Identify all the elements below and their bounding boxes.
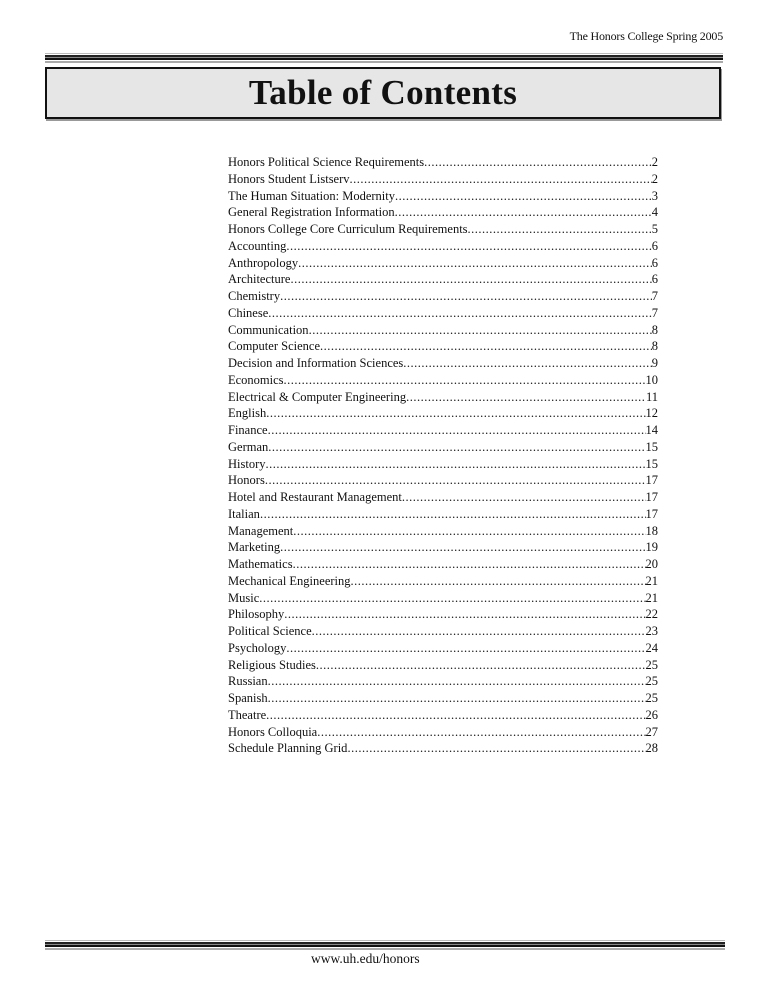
toc-entry-label: General Registration Information [228,205,395,220]
toc-entry [228,306,658,323]
toc-entry-page: 24 [645,640,658,655]
toc-entry [228,406,658,423]
dot-leader [286,239,651,254]
toc-entry-page: 7 [651,305,658,320]
toc-entry [228,708,658,725]
toc-entry-page: 26 [645,707,658,722]
toc-entry-page: 12 [645,406,658,421]
toc-entry-page: 5 [651,222,658,236]
dot-leader [286,641,645,656]
toc-entry [228,239,658,256]
toc-entry [228,725,658,742]
toc-entry-label: Electrical & Computer Engineering [228,389,407,404]
toc-entry [228,658,658,675]
toc-entry-page: 21 [645,573,658,588]
toc-entry [228,507,658,524]
toc-entry [228,624,658,641]
dot-leader [266,406,645,421]
toc-entry-label: Theatre [228,707,267,722]
dot-leader [268,440,645,455]
dot-leader [290,272,651,287]
toc-entry [228,423,658,440]
dot-leader [268,306,651,321]
toc-entry [228,339,658,356]
toc-entry [228,289,658,306]
toc-entry [228,490,658,507]
running-header: The Honors College Spring 2005 [569,29,723,43]
toc-entry-page: 25 [645,657,658,672]
toc-entry [228,373,658,390]
toc-entry [228,641,658,658]
toc-entry-label: Finance [228,423,268,437]
toc-entry-page: 17 [645,473,658,488]
toc-entry-label: Russian [228,674,268,689]
toc-entry-page: 7 [651,289,658,303]
toc-entry-page: 2 [651,171,658,186]
dot-leader [402,490,646,505]
table-of-contents [228,155,658,758]
toc-entry [228,440,658,457]
toc-entry-label: Mathematics [228,557,293,571]
toc-entry-label: Marketing [228,540,281,555]
dot-leader [280,540,645,555]
dot-leader [424,155,652,170]
toc-entry-label: Hotel and Restaurant Management [228,490,402,504]
toc-entry-label: Mechanical Engineering [228,573,351,588]
toc-entry-label: Economics [228,372,284,387]
toc-entry-label: Italian [228,506,260,521]
toc-entry-label: Chinese [228,305,269,320]
toc-entry [228,256,658,273]
toc-entry-page: 6 [651,255,658,270]
toc-entry-label: Chemistry [228,289,281,303]
toc-entry-label: Spanish [228,691,268,705]
toc-entry-page: 10 [645,372,658,387]
dot-leader [395,189,652,204]
toc-entry-label: Honors Political Science Requirements [228,155,425,169]
toc-entry [228,172,658,189]
page-title: Table of Contents [248,73,518,112]
dot-leader [317,725,645,740]
toc-entry [228,674,658,691]
dot-leader [395,205,652,220]
toc-entry-label: German [228,439,269,454]
toc-entry-label: Schedule Planning Grid [228,741,348,756]
toc-entry-label: Honors Colloquia [228,724,318,739]
toc-entry-page: 9 [651,356,658,370]
toc-entry-page: 23 [645,624,658,638]
footer-rule [45,940,725,950]
toc-entry-page: 8 [651,339,658,354]
toc-entry-page: 8 [651,322,658,337]
toc-entry [228,557,658,574]
toc-entry [228,607,658,624]
toc-entry [228,356,658,373]
toc-entry-page: 17 [645,506,658,521]
dot-leader [312,624,646,639]
toc-entry [228,524,658,541]
dot-leader [350,172,652,187]
toc-entry [228,205,658,222]
dot-leader [320,339,652,354]
dot-leader [347,741,645,756]
toc-entry [228,323,658,340]
toc-entry-page: 21 [645,590,658,605]
toc-entry [228,272,658,289]
toc-entry-label: Music [228,590,260,605]
toc-entry [228,691,658,708]
dot-leader [268,674,646,689]
toc-entry [228,222,658,239]
toc-entry [228,591,658,608]
toc-entry-page: 25 [645,674,658,689]
toc-entry-page: 14 [645,423,658,437]
toc-entry-label: Architecture [228,272,291,287]
dot-leader [298,256,652,271]
toc-entry-label: English [228,406,267,421]
toc-entry-label: Honors [228,473,265,488]
toc-entry-label: Communication [228,322,309,337]
toc-entry-page: 28 [645,741,658,756]
toc-entry-page: 15 [645,456,658,471]
toc-entry-page: 6 [651,238,658,253]
dot-leader [403,356,651,371]
toc-entry [228,155,658,172]
toc-entry-page: 2 [651,155,658,169]
toc-entry-label: Honors College Core Curriculum Requirements [228,222,468,236]
toc-entry-page: 27 [645,724,658,739]
toc-entry [228,457,658,474]
dot-leader [266,457,646,472]
toc-entry-page: 4 [651,205,658,220]
toc-entry [228,473,658,490]
dot-leader [293,557,646,572]
dot-leader [316,658,646,673]
header-rule [45,53,723,63]
dot-leader [284,607,645,622]
dot-leader [351,574,646,589]
toc-entry-page: 18 [645,523,658,538]
toc-entry [228,390,658,407]
toc-entry [228,741,658,758]
title-box [45,67,721,119]
toc-entry-label: Political Science [228,624,312,638]
toc-entry-page: 6 [651,272,658,287]
toc-entry-label: The Human Situation: Modernity [228,188,395,203]
dot-leader [268,691,646,706]
toc-entry-page: 22 [645,607,658,622]
toc-entry-page: 11 [645,389,658,404]
dot-leader [266,708,645,723]
toc-entry [228,189,658,206]
toc-entry-label: Religious Studies [228,657,316,672]
dot-leader [284,373,646,388]
dot-leader [293,524,645,539]
toc-entry-label: Management [228,523,294,538]
dot-leader [280,289,652,304]
toc-entry-label: Anthropology [228,255,299,270]
dot-leader [468,222,652,237]
toc-entry-label: Decision and Information Sciences [228,356,404,370]
toc-entry-page: 20 [645,557,658,571]
toc-entry-page: 19 [645,540,658,555]
toc-entry-label: Psychology [228,640,287,655]
toc-entry [228,540,658,557]
dot-leader [259,591,645,606]
toc-entry-page: 3 [651,188,658,203]
toc-entry-label: History [228,456,266,471]
toc-entry-label: Philosophy [228,607,285,622]
toc-entry-label: Computer Science [228,339,320,354]
toc-entry-page: 15 [645,439,658,454]
toc-entry-page: 25 [645,691,658,705]
dot-leader [260,507,646,522]
footer-url: www.uh.edu/honors [311,951,420,966]
dot-leader [309,323,652,338]
toc-entry-label: Accounting [228,238,287,253]
dot-leader [406,390,646,405]
dot-leader [268,423,646,438]
toc-entry-page: 17 [645,490,658,504]
toc-entry [228,574,658,591]
toc-entry-label: Honors Student Listserv [228,171,350,186]
dot-leader [265,473,646,488]
